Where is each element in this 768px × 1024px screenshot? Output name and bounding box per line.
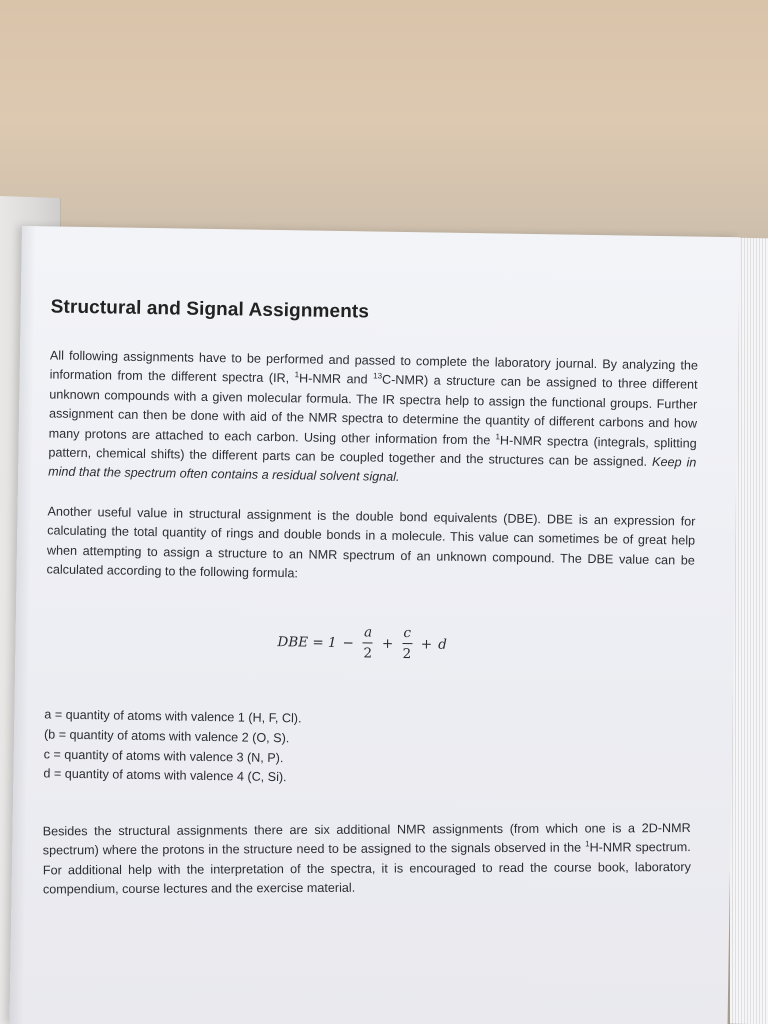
fraction-c-denominator: 2 — [402, 646, 412, 663]
formula-fraction-c — [401, 625, 413, 662]
p1-sup3: 1 — [495, 431, 501, 441]
p1-text-a: All following assignments have to be performed and passed to complete the laboratory journal. By analyzing the information from the different spectra (IR, — [49, 348, 699, 386]
fraction-c-numerator: c — [403, 625, 412, 642]
paragraph-nmr-assignments — [43, 819, 691, 900]
p1-text-c: C-NMR) a structure can be assigned to three different unknown compounds with a given molecular formula. The IR spectra help to assign the functional groups. Further assignment can then be done with aid of the NMR spectra to determine the quantity of different carbons and how many protons are attached to each carbon. Using other information from the — [48, 373, 698, 448]
formula-plus-1: + — [381, 635, 394, 652]
variable-definitions — [43, 706, 692, 795]
paragraph-assignments — [48, 346, 698, 492]
definition-a: a = quantity of atoms with valence 1 (H, F, Cl). — [44, 707, 302, 726]
definition-c: c = quantity of atoms with valence 3 (N, P). — [43, 747, 284, 765]
p1-text-b: H-NMR and — [298, 371, 374, 387]
p3-text-a: Besides the structural assignments there are six additional NMR assignments (from which one is a 2D-NMR spectrum) where the protons in the structure need to be assigned to the signals observed in the — [42, 820, 691, 858]
document-page — [9, 226, 739, 1024]
formula-fraction-a — [362, 625, 375, 662]
fraction-c-bar — [402, 643, 412, 644]
fraction-a-numerator: a — [363, 624, 373, 642]
paragraph-dbe: Another useful value in structural assignment is the double bond equivalents (DBE). DBE is an expression for calculating the total quantity of rings and double bonds in a molecule. This value can sometimes be of great help when attempting to assign a structure to an NMR spectrum of an unknown compound. The DBE value can be calculated according to the following formula: — [46, 504, 696, 581]
dbe-formula — [277, 624, 447, 664]
formula-minus: − — [342, 635, 355, 652]
p1-text-d: H-NMR spectra (integrals, splitting pattern, chemical shifts) the different parts can be coupled together and the structures can be assigned. — [48, 433, 697, 469]
p1-sup1: 1 — [294, 370, 300, 380]
section-heading: Structural and Signal Assignments — [50, 296, 370, 323]
p1-sup2: 13 — [373, 371, 383, 381]
fraction-a-denominator: 2 — [363, 645, 373, 663]
p1-italic-note: Keep in mind that the spectrum often contains a residual solvent signal. — [48, 454, 697, 485]
dbe-formula-block — [45, 600, 694, 702]
definition-b: (b = quantity of atoms with valence 2 (O, S). — [43, 727, 290, 746]
formula-d: d — [438, 636, 447, 653]
p3-text-b: H-NMR spectrum. For additional help with the interpretation of the spectra, it is encouraged to read the course book, laboratory compendium, course lectures and the exercise material. — [42, 840, 691, 897]
formula-lhs: DBE = 1 — [277, 634, 337, 651]
fraction-a-bar — [363, 643, 373, 644]
page-content — [41, 296, 698, 910]
p3-sup1: 1 — [585, 839, 590, 849]
formula-plus-2: + — [420, 636, 433, 653]
definition-d: d = quantity of atoms with valence 4 (C, Si). — [43, 766, 287, 785]
